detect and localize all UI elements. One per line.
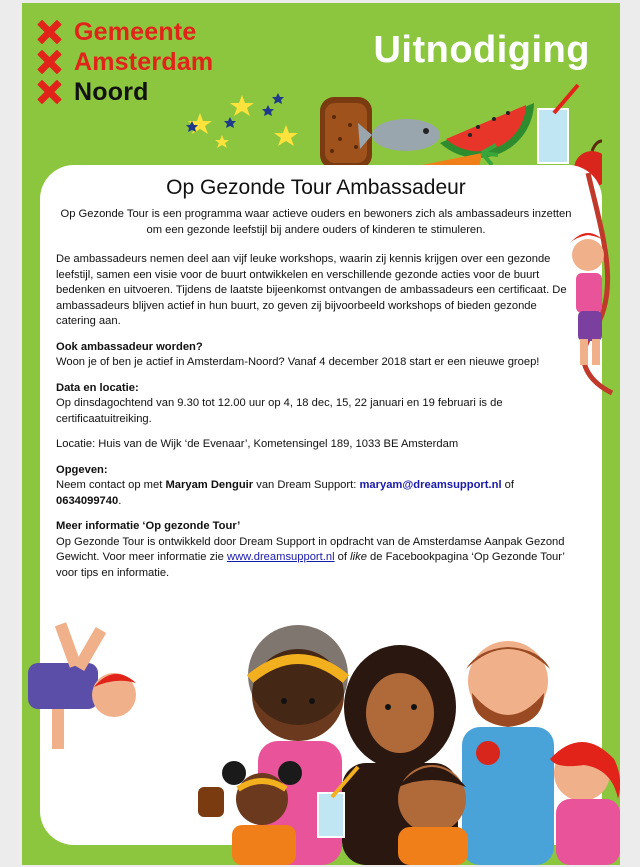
website-link[interactable]: www.dreamsupport.nl — [227, 551, 335, 563]
dates-text: Op dinsdagochtend van 9.30 tot 12.00 uur op 4, 18 dec, 15, 22 januari en 19 februari is de certificaatuitreiking. — [56, 397, 503, 425]
banner-title: Uitnodiging — [373, 29, 590, 71]
email-link[interactable]: maryam@dreamsupport.nl — [359, 479, 502, 491]
ambassador-text: Woon je of ben je actief in Amsterdam-Noord? Vanaf 4 december 2018 start er een nieuwe groep! — [56, 356, 540, 368]
register-heading: Opgeven: — [56, 463, 108, 476]
register-text-middle: van Dream Support: — [253, 479, 360, 491]
more-info-text — [56, 535, 576, 582]
like-word: like — [350, 551, 367, 563]
register-period: . — [118, 494, 122, 507]
people-illustration — [22, 603, 620, 865]
phone-number: 0634099740 — [56, 494, 119, 507]
register-text-after: of — [501, 479, 515, 491]
date-location-heading: Data en locatie: — [56, 381, 139, 394]
cross-icon — [36, 49, 62, 75]
location-text: Locatie: Huis van de Wijk ‘de Evenaar’, Kometensingel 189, 1033 BE Amsterdam — [56, 438, 459, 450]
cross-icon — [36, 79, 62, 105]
ambassador-heading: Ook ambassadeur worden? — [56, 340, 203, 353]
contact-name: Maryam Denguir — [165, 479, 254, 491]
info-text-after: de Facebookpagina ‘Op Gezonde Tour’ voor tips en informatie. — [56, 551, 565, 579]
page-title: Op Gezonde Tour Ambassadeur — [166, 176, 466, 199]
workshops-paragraph: De ambassadeurs nemen deel aan vijf leuke workshops, waarin zij kennis krijgen over een gezonde leefstijl, samen een visie voor de buurt ontwikkelen en verschillende gezonde acties voor de buurt bedenken en uitvoeren. Tijdens de laatste bijeenkomst ontvangen de ambassadeurs een certificaat. De ambassadeurs blijven actief in hun buurt, zo geven zij bijvoorbeeld workshops of bieden gezonde catering aan. — [56, 253, 567, 327]
flyer — [22, 3, 620, 865]
logo-line-2: Amsterdam — [74, 48, 214, 76]
cross-icon — [36, 19, 62, 45]
register-text-before: Neem contact op met — [56, 479, 166, 491]
intro-paragraph: Op Gezonde Tour is een programma waar actieve ouders en bewoners zich als ambassadeurs inzetten om een gezonde leefstijl bij andere ouders of kinderen te stimuleren. — [60, 208, 572, 236]
logo-line-1: Gemeente — [74, 18, 197, 46]
logo-line-3: Noord — [74, 78, 149, 106]
info-text-of: of — [334, 551, 351, 563]
more-info-heading: Meer informatie ‘Op gezonde Tour’ — [56, 520, 241, 532]
info-text-before: Op Gezonde Tour is ontwikkeld door Dream Support in opdracht van de Amsterdamse Aanpak Gezond Gewicht. Voor meer informatie zie — [56, 535, 565, 563]
invitation-text — [56, 173, 576, 591]
register-text — [56, 478, 576, 509]
